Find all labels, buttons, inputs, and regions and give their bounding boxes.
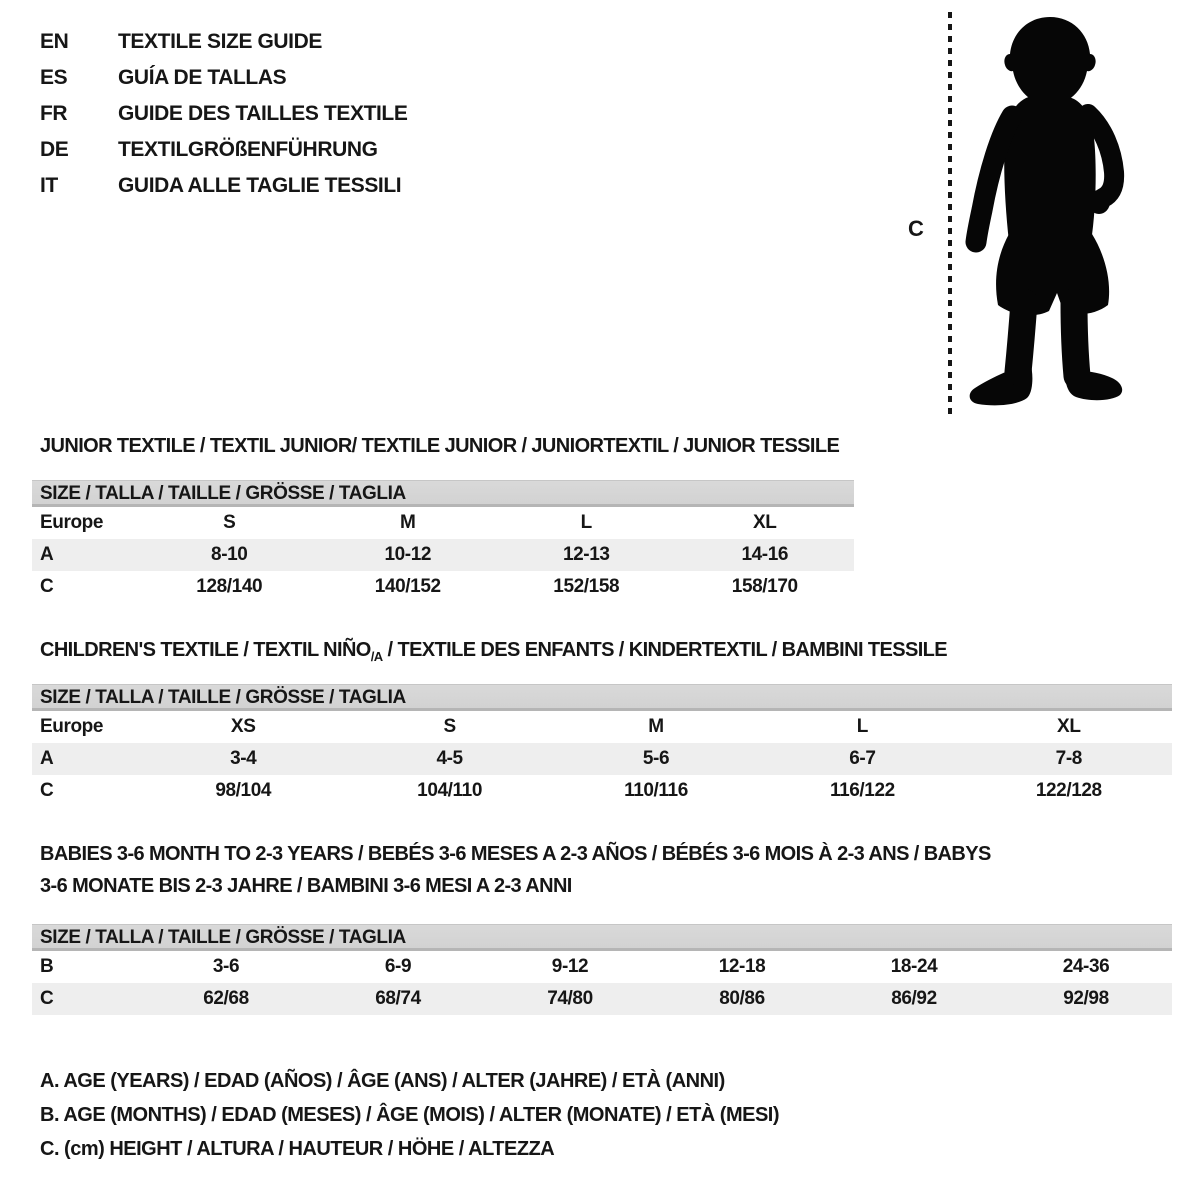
table-row-europe: [32, 711, 1172, 743]
size-cell: S: [443, 716, 456, 737]
size-cell: 140/152: [374, 576, 441, 597]
guide-title: GUÍA DE TALLAS: [118, 66, 287, 89]
legend-line: C. (cm) HEIGHT / ALTURA / HAUTEUR / HÖHE / ALTEZZA: [40, 1138, 555, 1160]
size-cell: XL: [753, 512, 777, 533]
language-row: [40, 24, 407, 60]
size-cell: L: [580, 512, 592, 533]
section-title-children: [40, 634, 947, 673]
language-row: [40, 132, 407, 168]
size-cell: 98/104: [215, 780, 272, 801]
table-row-a: [32, 539, 854, 571]
table-row-c: [32, 775, 1172, 807]
size-header-bar: SIZE / TALLA / TAILLE / GRÖSSE / TAGLIA: [32, 684, 1172, 711]
row-label: Europe: [40, 512, 104, 533]
language-row: [40, 60, 407, 96]
size-cell: 12-18: [718, 956, 766, 977]
children-size-table: [32, 684, 1172, 807]
size-cell: XL: [1057, 716, 1081, 737]
size-cell: S: [223, 512, 236, 533]
size-cell: 62/68: [203, 988, 249, 1009]
language-row: [40, 168, 407, 204]
size-cell: 18-24: [890, 956, 938, 977]
size-cell: 104/110: [417, 780, 483, 801]
height-measure-dashed-line: [948, 12, 952, 416]
size-cell: 8-10: [211, 544, 248, 565]
row-label: C: [40, 576, 54, 597]
language-title-list: [40, 24, 407, 204]
language-code: EN: [40, 30, 69, 53]
size-cell: 5-6: [642, 748, 670, 769]
size-cell: 12-13: [562, 544, 610, 565]
size-cell: 74/80: [547, 988, 593, 1009]
table-body: [32, 951, 1172, 1015]
section-title-children-text: / TEXTILE DES ENFANTS / KINDERTEXTIL / BAMBINI TESSILE: [382, 639, 948, 661]
guide-title: GUIDA ALLE TAGLIE TESSILI: [118, 174, 402, 197]
row-label: A: [40, 544, 54, 565]
size-cell: 116/122: [829, 780, 895, 801]
section-title-babies: BABIES 3-6 MONTH TO 2-3 YEARS / BEBÉS 3-6 MESES A 2-3 AÑOS / BÉBÉS 3-6 MOIS À 2-3 ANS / BABYS 3-6 MONATE BIS 2-3 JAHRE / BAMBINI 3-6 MESI A 2-3 ANNI: [40, 843, 991, 897]
size-cell: XS: [230, 716, 256, 737]
table-row-b: [32, 951, 1172, 983]
section-title-children-text: CHILDREN'S TEXTILE / TEXTIL NIÑO: [40, 639, 371, 661]
legend-line: B. AGE (MONTHS) / EDAD (MESES) / ÂGE (MOIS) / ALTER (MONATE) / ETÀ (MESI): [40, 1104, 780, 1126]
size-cell: 6-7: [849, 748, 876, 769]
size-cell: M: [648, 716, 664, 737]
size-cell: 4-5: [436, 748, 463, 769]
table-row-europe: [32, 507, 854, 539]
size-cell: 128/140: [196, 576, 263, 597]
table-row-c: [32, 983, 1172, 1015]
size-cell: 158/170: [731, 576, 798, 597]
size-cell: 24-36: [1062, 956, 1110, 977]
size-cell: 152/158: [553, 576, 620, 597]
size-cell: 68/74: [375, 988, 421, 1009]
size-cell: 86/92: [891, 988, 937, 1009]
table-body: [32, 507, 854, 603]
language-code: DE: [40, 138, 69, 161]
toddler-silhouette-icon: [962, 14, 1138, 410]
section-title-children-subscript: /A: [370, 649, 383, 664]
row-label: C: [40, 780, 54, 801]
measure-legend: [40, 1064, 779, 1166]
section-title-junior: JUNIOR TEXTILE / TEXTIL JUNIOR/ TEXTILE JUNIOR / JUNIORTEXTIL / JUNIOR TESSILE: [40, 435, 840, 457]
language-row: [40, 96, 407, 132]
size-header-bar: SIZE / TALLA / TAILLE / GRÖSSE / TAGLIA: [32, 480, 854, 507]
size-cell: 92/98: [1063, 988, 1109, 1009]
table-body: [32, 711, 1172, 807]
size-cell: M: [400, 512, 416, 533]
size-header-bar: SIZE / TALLA / TAILLE / GRÖSSE / TAGLIA: [32, 924, 1172, 951]
row-label: B: [40, 956, 54, 977]
size-cell: 3-6: [212, 956, 240, 977]
size-cell: 122/128: [1035, 780, 1102, 801]
size-cell: 3-4: [230, 748, 257, 769]
guide-title: TEXTILGRÖßENFÜHRUNG: [118, 138, 378, 161]
size-cell: 80/86: [719, 988, 765, 1009]
legend-line: A. AGE (YEARS) / EDAD (AÑOS) / ÂGE (ANS) / ALTER (JAHRE) / ETÀ (ANNI): [40, 1070, 725, 1092]
row-label: A: [40, 748, 54, 769]
toddler-figure: [900, 0, 1160, 430]
language-code: FR: [40, 102, 68, 125]
language-code: IT: [40, 174, 58, 197]
language-code: ES: [40, 66, 68, 89]
table-row-a: [32, 743, 1172, 775]
row-label: C: [40, 988, 54, 1009]
junior-size-table: [32, 480, 854, 603]
size-cell: 14-16: [741, 544, 789, 565]
size-cell: 9-12: [551, 956, 589, 977]
guide-title: GUIDE DES TAILLES TEXTILE: [118, 102, 408, 125]
size-cell: 7-8: [1055, 748, 1082, 769]
guide-title: TEXTILE SIZE GUIDE: [118, 30, 322, 53]
size-cell: L: [856, 716, 868, 737]
size-cell: 6-9: [384, 956, 412, 977]
size-cell: 110/116: [624, 780, 688, 801]
size-cell: 10-12: [384, 544, 432, 565]
row-label: Europe: [40, 716, 104, 737]
height-measure-label: C: [908, 216, 924, 241]
babies-size-table: [32, 924, 1172, 1015]
table-row-c: [32, 571, 854, 603]
